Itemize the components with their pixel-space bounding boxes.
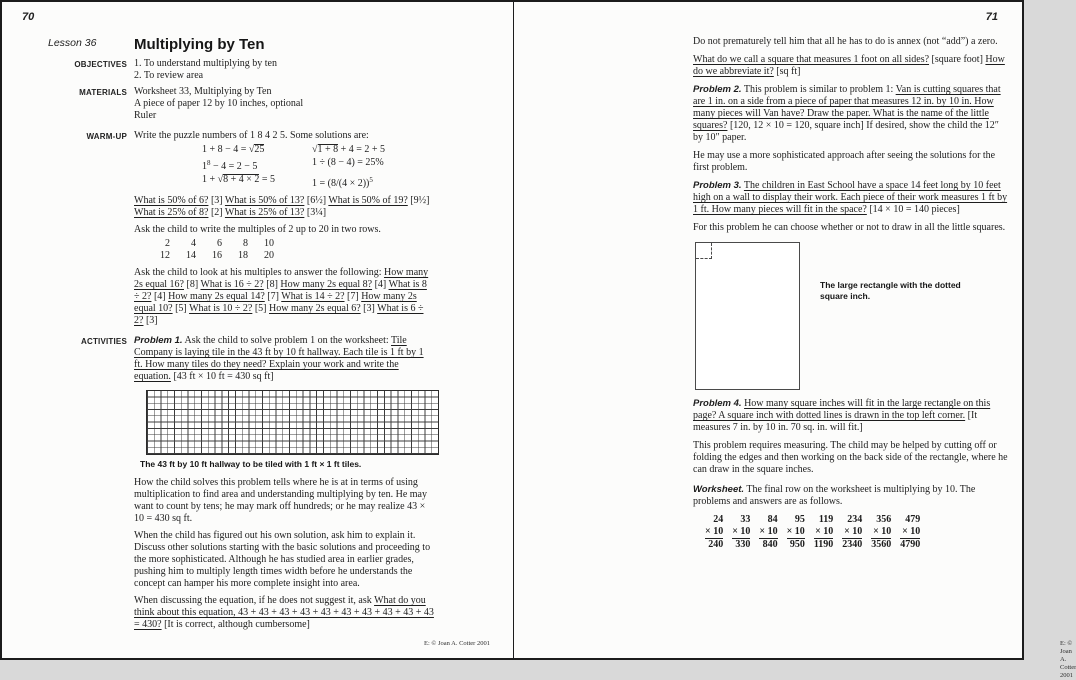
multiplicand: 33 [740,514,751,525]
text-run: [120, 12 × 10 = 120, square inch] If desired, show the child the 12″ by 10″ paper. [693,120,999,143]
multiples-questions [134,267,434,327]
text-run: What do you think about this equation, 43 + 43 + 43 + 43 + 43 + 43 + 43 + 43 + 43 + 43 = 430? [134,595,434,630]
text-run: 1 ÷ (8 − 4) = 25% [312,157,384,168]
text-run: What is 50% of 19? [328,195,408,206]
multiplier: × 10 [873,526,892,537]
paragraph-figured-out: When the child has figured out his own solution, ask him to explain it. Discuss other solutions starting with the basic solutions and proceeding to the more sophisticated. Although he has studied area in earlier grades, pushing him to multiply length times width before he understands the concept can hamper his more complete insight into area. [134,530,431,589]
multiplier: × 10 [705,526,724,537]
text-run: [3¼] [304,207,327,218]
multiple-value: 8 [243,238,248,249]
multiplicand: 95 [794,514,805,525]
text-run: Worksheet. [693,484,745,495]
dotted-square-inch [696,243,712,259]
text-run: 1 = (8/(4 × 2)) [312,178,370,189]
left-page-content [2,36,513,631]
objective-item: 2. To review area [134,70,204,81]
paragraph-how-solves: How the child solves this problem tells where he is at in terms of using multiplication to find area and understanding multiplying by ten. He may want to count by tens; he may mark off hundreds; or he may realize 43 × 10 = 430 sq ft. [134,477,427,524]
multiple-value: 4 [191,238,196,249]
text-run: [It is correct, although cumbersome] [161,619,310,630]
materials-section [2,86,513,122]
text-run: [It measures 7 in. by 10 in. 70 sq. in. will fit.] [693,410,978,433]
problem-4-paragraph [693,398,1011,434]
equation [202,144,312,156]
paragraph-measuring: This problem requires measuring. The child may be helped by cutting off or folding the edges and then working on the back side of the rectangle, where he can draw in the square inches. [693,440,1008,475]
text-run: What is 10 ÷ 2? [189,303,253,314]
title-row [2,36,513,54]
multiplier: × 10 [815,526,834,537]
table-row [871,514,891,551]
text-run: 25 [254,144,265,155]
equation [202,157,312,173]
materials-label: MATERIALS [79,88,127,97]
text-run: What is 50% of 6? [134,195,209,206]
text-run: How many 2s equal 16? [134,267,429,290]
grid-figure-caption: The 43 ft by 10 ft hallway to be tiled with 1 ft × 1 ft tiles. [140,459,362,469]
text-run: What is 8 ÷ 2? [134,279,427,302]
text-run: How many 2s equal 6? [269,303,361,314]
text-run: Tile Company is laying tile in the 43 ft by 10 ft hallway. Each tile is 1 ft by 1 ft. How many tiles do they need? Explain your work and write the equation. [134,335,424,382]
text-run: [8] [263,279,281,290]
table-row [144,250,434,262]
right-page-content [693,36,1011,551]
worksheet-note [693,484,1011,508]
multiplier: × 10 [732,526,751,537]
multiple-value: 16 [212,250,222,261]
multiple-value: 14 [186,250,196,261]
text-run: [3] [143,315,158,326]
text-run: Ask the child to solve problem 1 on the worksheet: [182,335,391,346]
text-run: 8 [207,159,211,167]
objectives-section [2,58,513,82]
multiplicand: 84 [767,514,778,525]
warmup-intro: Write the puzzle numbers of 1 8 4 2 5. Some solutions are: [134,130,369,141]
text-run: [2] [208,207,225,218]
text-run: How do we abbreviate it? [693,54,1005,77]
warmup-label: WARM-UP [86,132,127,141]
text-run: What is 50% of 13? [224,195,305,206]
multiplier: × 10 [786,526,805,537]
text-run: 1 + 8 [317,144,339,155]
text-run: Problem 1. [134,335,183,346]
text-run: Problem 3. [693,180,742,191]
product: 3560 [871,539,892,550]
text-run: [7] [264,291,282,302]
text-run: What is 14 ÷ 2? [281,291,345,302]
product: 840 [762,539,778,550]
multiplier: × 10 [902,526,921,537]
text-run: What do we call a square that measures 1 foot on all sides? [693,54,930,65]
multiplier: × 10 [844,526,863,537]
text-run: How many square inches will fit in the large rectangle on this page? A square inch with dotted lines is drawn in the top left corner. [693,398,991,421]
problem-3-paragraph [693,180,1011,216]
paragraph-discuss-equation [134,595,434,631]
product: 330 [735,539,751,550]
text-run: [43 ft × 10 ft = 430 sq ft] [170,371,274,382]
percent-questions [134,195,434,219]
text-run: − 4 = 2 − 5 [210,161,258,172]
multiplicand: 479 [905,514,921,525]
multiple-value: 2 [165,238,170,249]
multiple-value: 12 [160,250,170,261]
product: 950 [789,539,805,550]
rectangle-figure-block [693,240,1011,392]
text-run: Ask the child to look at his multiples to answer the following: [134,267,384,278]
equation [202,174,312,190]
multiple-value: 6 [217,238,222,249]
page-number-left: 70 [22,11,35,23]
equation [312,157,434,173]
text-run: What is 25% of 13? [224,207,305,218]
table-row [705,514,723,551]
text-run: √ [312,144,318,155]
footer-copyright-right: E: © Joan A. Cotter 2001 [1060,640,1076,679]
text-run: What is 25% of 8? [134,207,209,218]
rectangle-figure-caption: The large rectangle with the dotted square inch. [820,280,961,301]
text-run: [5] [172,303,190,314]
product: 240 [708,539,724,550]
multiplier: × 10 [759,526,778,537]
table-row [814,514,833,551]
objective-item: 1. To understand multiplying by ten [134,58,277,69]
equation [312,144,434,156]
text-run: [3] [360,303,378,314]
activities-section [2,335,513,631]
text-run: Problem 2. [693,84,742,95]
page-number-right: 71 [985,11,998,23]
objectives-label: OBJECTIVES [74,60,127,69]
text-run: 5 [369,176,373,184]
activities-label: ACTIVITIES [80,337,127,346]
text-run: 8 + 4 × 2 [223,174,260,185]
square-foot-questions [693,54,1011,78]
text-run: How many 2s equal 10? [134,291,417,314]
paragraph-choose: For this problem he can choose whether or not to draw in all the little squares. [693,222,1006,233]
paragraph-sophisticated: He may use a more sophisticated approach after seeing the solutions for the first problem. [693,150,996,173]
text-run: How many 2s equal 8? [280,279,373,290]
text-run: What is 16 ÷ 2? [200,279,264,290]
lesson-title: Multiplying by Ten [134,36,265,53]
equation [312,174,434,190]
text-run: Problem 4. [693,398,742,409]
footer-copyright-left: E: © Joan A. Cotter 2001 [424,640,490,647]
table-row [144,238,434,250]
product: 2340 [842,539,863,550]
worksheet-problems-table [705,514,1011,551]
problem-1-paragraph [134,335,434,383]
large-rectangle-figure [695,242,800,390]
multiples-table [144,238,434,262]
hallway-grid-figure [146,390,439,455]
multiple-value: 10 [264,238,274,249]
text-run: [square foot] [929,54,986,65]
multiplicand: 356 [876,514,892,525]
table-row [787,514,805,551]
text-run: [sq ft] [773,66,801,77]
text-run: How many 2s equal 14? [168,291,265,302]
text-run: This problem is similar to problem 1: [741,84,896,95]
table-row [759,514,777,551]
text-run: [4] [151,291,169,302]
material-item: A piece of paper 12 by 10 inches, optional [134,98,304,109]
material-item: Ruler [134,110,157,121]
page-71 [515,2,1076,679]
text-run: [8] [184,279,201,290]
product: 1190 [813,539,834,550]
puzzle-equations [202,144,434,190]
text-run: [9½] [407,195,430,206]
material-item: Worksheet 33, Multiplying by Ten [134,86,272,97]
text-run: When discussing the equation, if he does not suggest it, ask [134,595,375,606]
page-70 [2,2,513,662]
lesson-label: Lesson 36 [48,37,97,49]
table-row [732,514,750,551]
multiple-value: 20 [264,250,274,261]
text-run: [6½] [304,195,329,206]
text-run: 1 + 8 − 4 = √ [202,144,255,155]
text-run: [4] [372,279,389,290]
paragraph-annex: Do not prematurely tell him that all he has to do is annex (not “add”) a zero. [693,36,998,47]
text-run: + 4 = 2 + 5 [338,144,386,155]
table-row [842,514,862,551]
text-run: [7] [344,291,362,302]
text-run: [3] [208,195,225,206]
problem-2-paragraph [693,84,1011,144]
text-run: The children in East School have a space 14 feet long by 10 feet high on a wall to display their work. Each piece of their work measures 1 ft by 1 ft. How many pieces will fit in the space? [693,180,1008,215]
multiplicand: 234 [847,514,863,525]
text-run: The final row on the worksheet is multiplying by 10. The problems and answers are as follows. [693,484,976,507]
text-run: Van is cutting squares that are 1 in. on a side from a piece of paper that measures 12 in. by 10 in. How many pieces will Van have? Draw the paper. What is the name of the little squares? [693,84,1001,131]
multiplicand: 24 [713,514,724,525]
table-row [900,514,920,551]
text-run: 1 [202,161,207,172]
text-run: = 5 [259,174,276,185]
multiples-intro: Ask the child to write the multiples of 2 up to 20 in two rows. [134,224,381,235]
text-run: What is 6 ÷ 2? [134,303,424,326]
multiplicand: 119 [818,514,834,525]
text-run: [14 × 10 = 140 pieces] [866,204,960,215]
product: 4790 [900,539,921,550]
multiple-value: 18 [238,250,248,261]
text-run: [5] [252,303,270,314]
warmup-section [2,130,513,327]
text-run: 1 + √ [202,174,224,185]
